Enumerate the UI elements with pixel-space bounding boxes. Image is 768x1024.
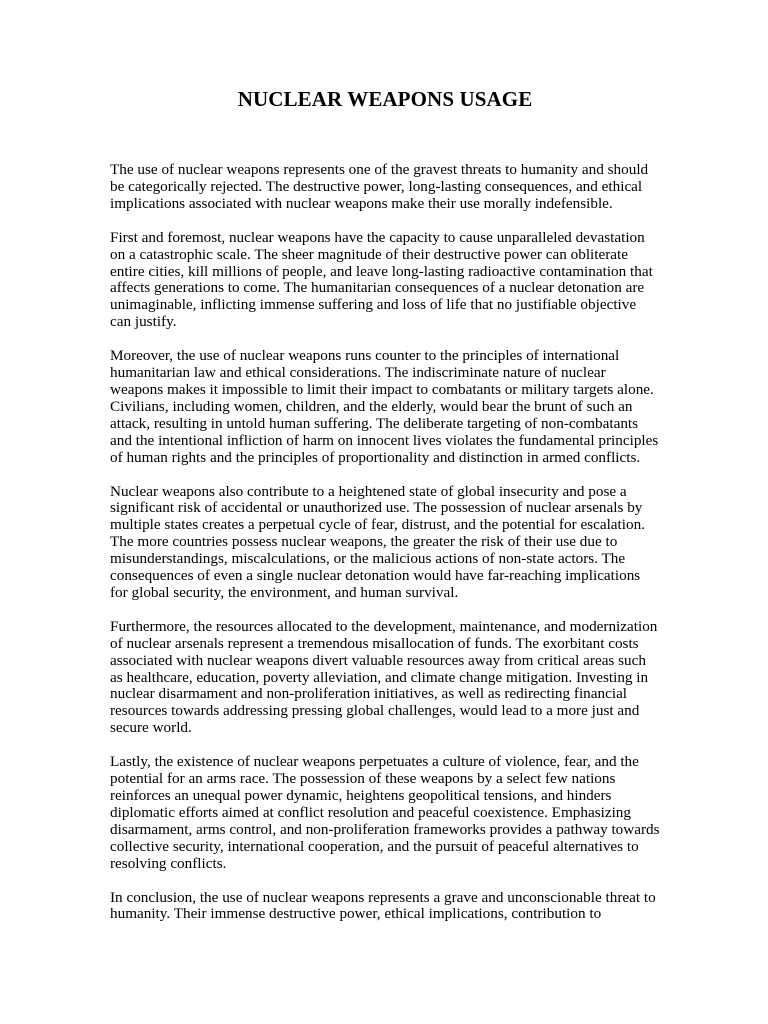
document-body (110, 162, 660, 923)
paragraph-culture-of-violence: Lastly, the existence of nuclear weapons perpetuates a culture of violence, fear, and the potential for an arms race. The possession of these weapons by a select few nations reinforces an unequal power dynamic, heightens geopolitical tensions, and hinders diplomatic efforts aimed at conflict resolution and peaceful coexistence. Emphasizing disarmament, arms control, and non-proliferation frameworks provides a pathway towards collective security, international cooperation, and the pursuit of peaceful alternatives to resolving conflicts. (110, 753, 660, 872)
document-title: NUCLEAR WEAPONS USAGE (237, 87, 533, 111)
paragraph-global-insecurity: Nuclear weapons also contribute to a heightened state of global insecurity and pose a significant risk of accidental or unauthorized use. The possession of nuclear arsenals by multiple states creates a perpetual cycle of fear, distrust, and the potential for escalation. The more countries possess nuclear weapons, the greater the risk of their use due to misunderstandings, miscalculations, or the malicious actions of non-state actors. The consequences of even a single nuclear detonation would have far-reaching implications for global security, the environment, and human survival. (110, 482, 645, 601)
paragraph-humanitarian-law: Moreover, the use of nuclear weapons runs counter to the principles of international humanitarian law and ethical considerations. The indiscriminate nature of nuclear weapons makes it impossible to limit their impact to combatants or military targets alone. Civilians, including women, children, and the elderly, would bear the brunt of such an attack, resulting in untold human suffering. The deliberate targeting of non-combatants and the intentional infliction of harm on innocent lives violates the fundamental principles of human rights and the principles of proportionality and distinction in armed conflicts. (110, 347, 659, 466)
paragraph-intro: The use of nuclear weapons represents one of the gravest threats to humanity and should be categorically rejected. The destructive power, long-lasting consequences, and ethical implications associated with nuclear weapons make their use morally indefensible. (110, 161, 649, 212)
paragraph-devastation: First and foremost, nuclear weapons have the capacity to cause unparalleled devastation on a catastrophic scale. The sheer magnitude of their destructive power can obliterate entire cities, kill millions of people, and leave long-lasting radioactive contamination that affects generations to come. The humanitarian consequences of a nuclear detonation are unimaginable, inflicting immense suffering and loss of life that no justifiable objective can justify. (110, 228, 653, 331)
paragraph-resources: Furthermore, the resources allocated to the development, maintenance, and modernization of nuclear arsenals represent a tremendous misallocation of funds. The exorbitant costs associated with nuclear weapons divert valuable resources away from critical areas such as healthcare, education, poverty alleviation, and climate change mitigation. Investing in nuclear disarmament and non-proliferation initiatives, as well as redirecting financial resources towards addressing pressing global challenges, would lead to a more just and secure world. (110, 617, 658, 737)
paragraph-conclusion: In conclusion, the use of nuclear weapons represents a grave and unconscionable threat to humanity. Their immense destructive power, ethical implications, contribution to (110, 888, 656, 923)
